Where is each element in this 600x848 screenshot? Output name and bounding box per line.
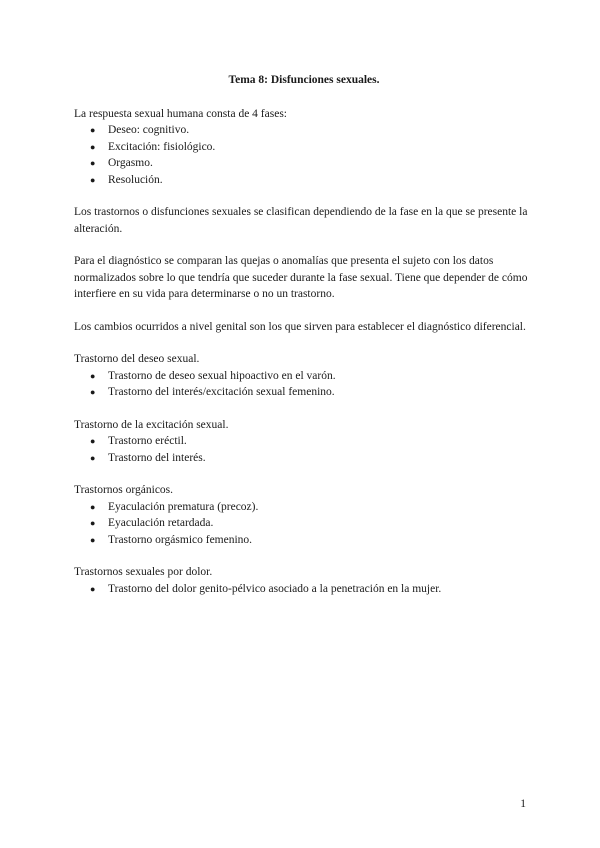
list-item: ● Eyaculación prematura (precoz). — [74, 499, 534, 516]
section-heading-excitacion: Trastorno de la excitación sexual. — [74, 418, 229, 431]
paragraph-diagnosis: Para el diagnóstico se comparan las quejas o anomalías que presenta el sujeto con los datos normalizados sobre lo que tendría que suceder durante la fase sexual. Tiene que depender de cómo interfiere en su vida para determinarse o no un trastorno. — [74, 255, 528, 300]
bullet-icon: ● — [90, 125, 96, 135]
bullet-icon: ● — [90, 534, 96, 545]
bullet-icon: ● — [90, 452, 96, 463]
document-page — [74, 72, 534, 613]
section-heading-organicos: Trastornos orgánicos. — [74, 484, 174, 496]
list-item: ● Resolución. — [74, 172, 534, 189]
bullet-icon: ● — [90, 583, 96, 594]
paragraph-genital-changes: Los cambios ocurridos a nivel genital son los que sirven para establecer el diagnóstico diferencial. — [74, 320, 526, 333]
list-item: ● Trastorno del interés. — [74, 450, 534, 467]
section-list-deseo — [74, 368, 534, 401]
list-item: ● Trastorno eréctil. — [74, 433, 534, 450]
bullet-icon: ● — [90, 141, 96, 152]
document-title: Tema 8: Disfunciones sexuales. — [228, 74, 380, 86]
list-item: ● Deseo: cognitivo. — [74, 122, 534, 139]
bullet-icon: ● — [90, 370, 96, 381]
list-item: ● Trastorno del interés/excitación sexual femenino. — [74, 384, 534, 401]
bullet-icon: ● — [90, 158, 96, 168]
paragraph-classification: Los trastornos o disfunciones sexuales se clasifican dependiendo de la fase en la que se presente la alteración. — [74, 206, 528, 235]
bullet-icon: ● — [90, 518, 96, 528]
bullet-icon: ● — [90, 387, 96, 397]
section-list-dolor — [74, 581, 534, 598]
phases-list — [74, 122, 534, 188]
bullet-icon: ● — [90, 174, 96, 185]
page-number: 1 — [520, 798, 526, 810]
list-item: ● Trastorno de deseo sexual hipoactivo en el varón. — [74, 368, 534, 385]
list-item: ● Orgasmo. — [74, 155, 534, 172]
list-item: ● Trastorno orgásmico femenino. — [74, 532, 534, 549]
section-list-organicos — [74, 499, 534, 549]
intro-text: La respuesta sexual humana consta de 4 fases: — [74, 107, 287, 120]
section-list-excitacion — [74, 433, 534, 466]
bullet-icon: ● — [90, 501, 96, 512]
bullet-icon: ● — [90, 436, 96, 446]
list-item: ● Trastorno del dolor genito-pélvico asociado a la penetración en la mujer. — [74, 581, 534, 598]
list-item: ● Excitación: fisiológico. — [74, 139, 534, 156]
section-heading-dolor: Trastornos sexuales por dolor. — [74, 566, 213, 578]
list-item: ● Eyaculación retardada. — [74, 515, 534, 532]
section-heading-deseo: Trastorno del deseo sexual. — [74, 353, 200, 365]
